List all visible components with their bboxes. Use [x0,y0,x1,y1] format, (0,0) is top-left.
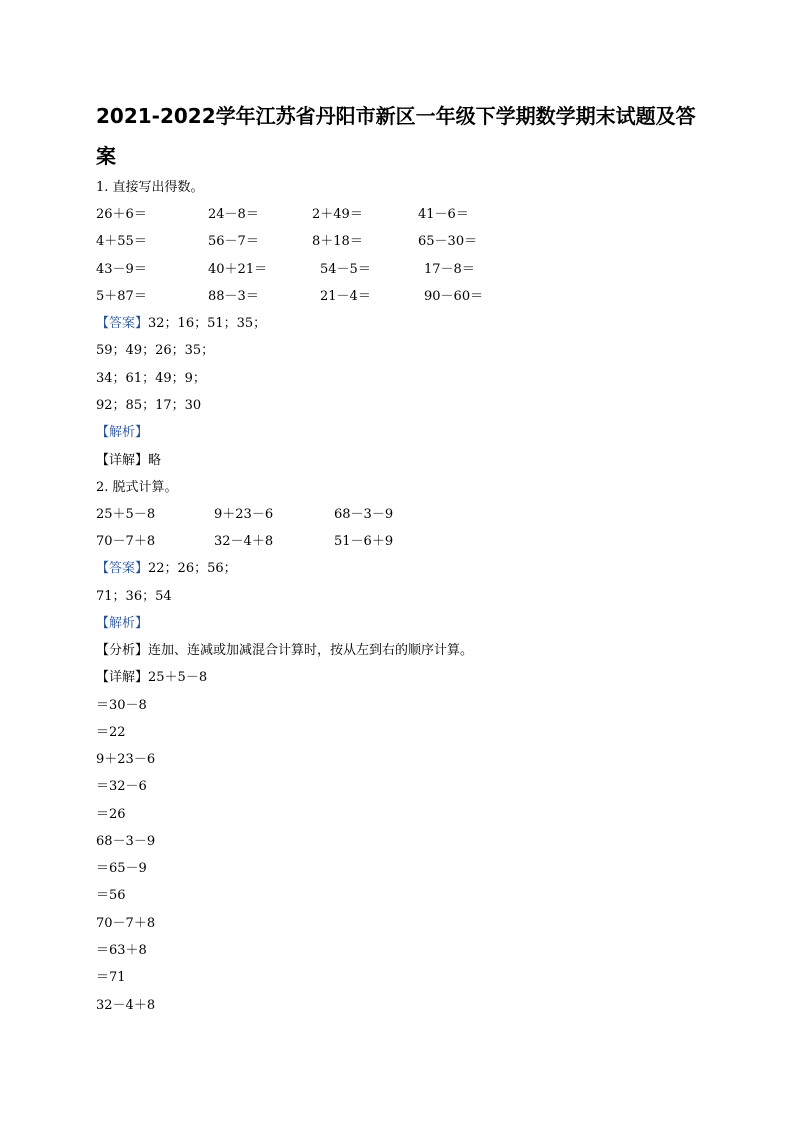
answer-text: 22；26；56； [148,561,237,576]
detail-tag: 【详解】 [96,670,149,685]
q1-answer-line: 59；49；26；35； [96,343,215,358]
calc-step: ＝26 [96,807,126,822]
q2-answer-line: 71；36；54 [96,589,172,604]
detail-tag: 【详解】 [96,453,149,468]
q2-problem: 25＋5－8 [96,507,156,522]
calc-step: ＝22 [96,725,126,740]
q2-problem: 70－7＋8 [96,534,156,549]
q1-heading: 1. 直接写出得数。 [96,180,204,195]
q1-problem: 43－9＝ [96,262,147,277]
q2-fenxi [96,641,473,661]
q2-analysis-tag: 【解析】 [96,616,149,631]
fenxi-tag: 【分析】 [96,643,149,658]
calc-step: 9＋23－6 [96,752,156,767]
detail-text: 略 [148,453,162,468]
document-title: 2021-2022学年江苏省丹阳市新区一年级下学期数学期末试题及答案 [96,104,696,168]
q1-analysis-tag: 【解析】 [96,425,149,440]
q2-detail [96,668,207,688]
q2-problem: 51－6＋9 [334,534,394,549]
calc-step: ＝65－9 [96,861,147,876]
q1-answer-line: 92；85；17；30 [96,398,202,413]
fenxi-text: 连加、连减或加减混合计算时，按从左到右的顺序计算。 [148,643,474,658]
calc-step: 70－7＋8 [96,916,156,931]
q1-detail [96,451,161,471]
q1-problem: 26＋6＝ [96,207,147,222]
q2-answer [96,559,237,579]
q2-problem: 32－4＋8 [214,534,274,549]
answer-text: 32；16；51；35； [148,316,267,331]
q1-problem: 65－30＝ [418,234,478,249]
calc-step: ＝71 [96,970,126,985]
q1-problem: 88－3＝ [208,289,259,304]
q1-problem: 56－7＝ [208,234,259,249]
q1-answer-line: 34；61；49；9； [96,371,206,386]
q2-problem: 9＋23－6 [214,507,274,522]
q1-problem: 2＋49＝ [312,207,363,222]
q1-problem: 5＋87＝ [96,289,147,304]
answer-tag: 【答案】 [96,561,149,576]
calc-step: ＝30－8 [96,698,147,713]
q1-problem: 90－60＝ [424,289,484,304]
q1-problem: 54－5＝ [320,262,371,277]
q1-problem: 21－4＝ [320,289,371,304]
q1-problem: 41－6＝ [418,207,469,222]
q1-problem: 4＋55＝ [96,234,147,249]
q1-problem: 24－8＝ [208,207,259,222]
calc-step: ＝56 [96,888,126,903]
calc-step: ＝32－6 [96,779,147,794]
q2-problem: 68－3－9 [334,507,394,522]
q2-heading: 2. 脱式计算。 [96,480,178,495]
answer-tag: 【答案】 [96,316,149,331]
q1-problem: 17－8＝ [424,262,475,277]
calc-step: 68－3－9 [96,834,156,849]
detail-first-step: 25＋5－8 [148,670,208,685]
q1-problem: 8＋18＝ [312,234,363,249]
calc-step: ＝63＋8 [96,943,147,958]
q1-problem: 40＋21＝ [208,262,268,277]
calc-step: 32－4＋8 [96,998,156,1013]
q1-answer [96,314,266,334]
